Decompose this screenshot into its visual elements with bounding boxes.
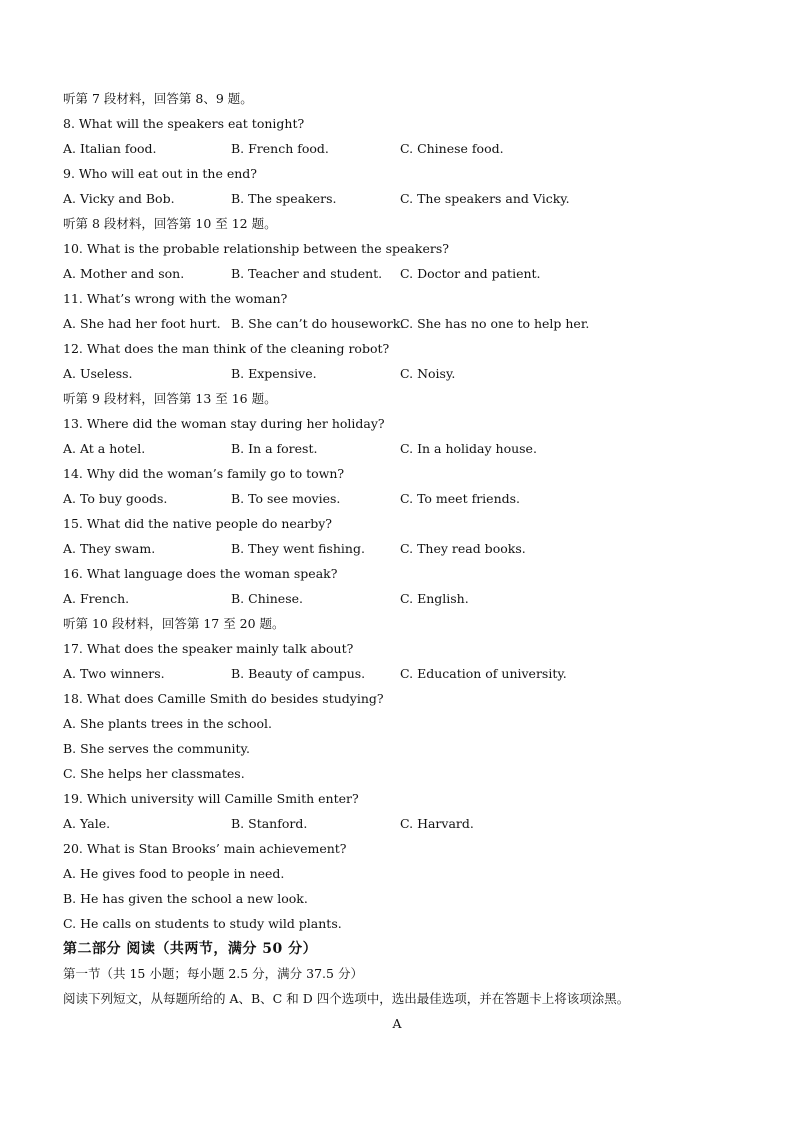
text-line: B. She serves the community.: [63, 741, 250, 756]
text-line: 听第 7 段材料，回答第 8、9 题。: [63, 91, 253, 106]
text-line: 17. What does the speaker mainly talk about?: [63, 641, 354, 656]
option-a: A. She had her foot hurt.: [63, 316, 221, 331]
passage-label: A: [392, 1016, 402, 1031]
option-b: B. French food.: [231, 141, 329, 156]
option-a: A. Useless.: [63, 366, 133, 381]
text-line: 10. What is the probable relationship between the speakers?: [63, 241, 449, 256]
option-b: B. Stanford.: [231, 816, 308, 831]
option-a: A. To buy goods.: [63, 491, 168, 506]
text-line: 11. What’s wrong with the woman?: [63, 291, 288, 306]
text-line: 12. What does the man think of the cleaning robot?: [63, 341, 390, 356]
text-line: A. She plants trees in the school.: [63, 716, 273, 731]
option-b: B. They went fishing.: [231, 541, 365, 556]
option-c: C. English.: [400, 591, 469, 606]
text-line: 8. What will the speakers eat tonight?: [63, 116, 305, 131]
text-line: 9. Who will eat out in the end?: [63, 166, 258, 181]
options-row: [63, 664, 743, 689]
option-a: A. Italian food.: [63, 141, 157, 156]
text-line: 第一节（共 15 小题；每小题 2.5 分，满分 37.5 分）: [63, 966, 363, 981]
options-row: [63, 439, 743, 464]
text-line: C. He calls on students to study wild plants.: [63, 916, 342, 931]
option-b: B. She can’t do housework.: [231, 316, 405, 331]
options-row: [63, 139, 743, 164]
text-line: 15. What did the native people do nearby?: [63, 516, 333, 531]
options-row: [63, 539, 743, 564]
option-c: C. Doctor and patient.: [400, 266, 541, 281]
options-row: [63, 189, 743, 214]
text-line: B. He has given the school a new look.: [63, 891, 308, 906]
option-a: A. French.: [63, 591, 130, 606]
option-c: C. Harvard.: [400, 816, 474, 831]
options-row: [63, 364, 743, 389]
option-b: B. Expensive.: [231, 366, 317, 381]
text-line: 14. Why did the woman’s family go to town?: [63, 466, 345, 481]
option-a: A. Mother and son.: [63, 266, 185, 281]
text-line: 听第 10 段材料，回答第 17 至 20 题。: [63, 616, 285, 631]
options-row: [63, 814, 743, 839]
option-b: B. To see movies.: [231, 491, 341, 506]
options-row: [63, 314, 743, 339]
option-b: B. In a forest.: [231, 441, 318, 456]
text-line: 阅读下列短文，从每题所给的 A、B、C 和 D 四个选项中，选出最佳选项，并在答题卡上将该项涂黑。: [63, 991, 630, 1006]
option-c: C. To meet friends.: [400, 491, 521, 506]
option-c: C. Chinese food.: [400, 141, 504, 156]
options-row: [63, 589, 743, 614]
option-c: C. They read books.: [400, 541, 526, 556]
text-line: 听第 8 段材料，回答第 10 至 12 题。: [63, 216, 277, 231]
text-line: A. He gives food to people in need.: [63, 866, 285, 881]
text-line: 13. Where did the woman stay during her holiday?: [63, 416, 385, 431]
option-b: B. Chinese.: [231, 591, 303, 606]
option-c: C. She has no one to help her.: [400, 316, 590, 331]
option-c: C. Noisy.: [400, 366, 456, 381]
text-line: 听第 9 段材料，回答第 13 至 16 题。: [63, 391, 277, 406]
option-c: C. In a holiday house.: [400, 441, 537, 456]
option-c: C. Education of university.: [400, 666, 567, 681]
options-row: [63, 264, 743, 289]
option-a: A. Vicky and Bob.: [63, 191, 175, 206]
section-heading: 第二部分 阅读（共两节，满分 50 分）: [63, 941, 318, 957]
text-line: 16. What language does the woman speak?: [63, 566, 338, 581]
option-a: A. Yale.: [63, 816, 111, 831]
option-a: A. Two winners.: [63, 666, 165, 681]
text-line: 18. What does Camille Smith do besides studying?: [63, 691, 384, 706]
option-a: A. They swam.: [63, 541, 156, 556]
option-b: B. The speakers.: [231, 191, 337, 206]
option-b: B. Teacher and student.: [231, 266, 383, 281]
exam-page: [63, 89, 743, 1039]
text-line: C. She helps her classmates.: [63, 766, 245, 781]
option-b: B. Beauty of campus.: [231, 666, 366, 681]
text-line: 20. What is Stan Brooks’ main achievement?: [63, 841, 347, 856]
options-row: [63, 489, 743, 514]
option-c: C. The speakers and Vicky.: [400, 191, 570, 206]
option-a: A. At a hotel.: [63, 441, 146, 456]
text-line: 19. Which university will Camille Smith enter?: [63, 791, 359, 806]
